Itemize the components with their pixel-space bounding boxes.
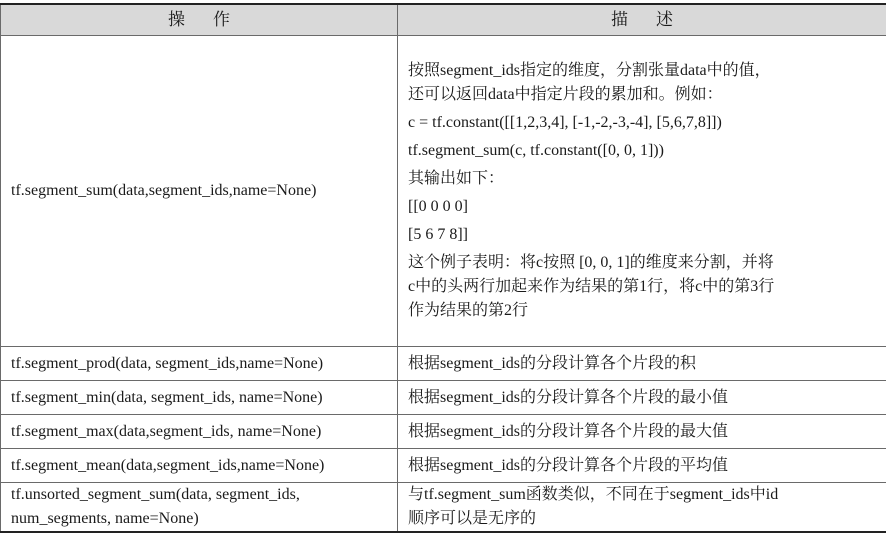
op-cell: tf.segment_min(data, segment_ids, name=None) [1, 381, 398, 415]
op-line: num_segments, name=None) [11, 507, 387, 531]
op-cell [1, 483, 398, 533]
header-operation: 操作 [1, 4, 398, 36]
desc-line: 按照segment_ids指定的维度，分割张量data中的值， [408, 59, 876, 83]
header-description: 描述 [398, 4, 886, 36]
op-line: tf.unsorted_segment_sum(data, segment_ids, [11, 483, 387, 507]
desc-cell: 根据segment_ids的分段计算各个片段的积 [398, 347, 886, 381]
desc-line: [[0 0 0 0] [408, 195, 876, 219]
table-row [1, 415, 886, 449]
desc-cell: 根据segment_ids的分段计算各个片段的平均值 [398, 449, 886, 483]
table-row [1, 347, 886, 381]
desc-line: 顺序可以是无序的 [408, 507, 876, 531]
desc-cell: 根据segment_ids的分段计算各个片段的最小值 [398, 381, 886, 415]
op-cell: tf.segment_mean(data,segment_ids,name=None) [1, 449, 398, 483]
table-row [1, 483, 886, 533]
desc-cell [398, 36, 886, 347]
desc-line: 作为结果的第2行 [408, 299, 876, 323]
desc-cell: 根据segment_ids的分段计算各个片段的最大值 [398, 415, 886, 449]
table-row [1, 381, 886, 415]
desc-line: c = tf.constant([[1,2,3,4], [-1,-2,-3,-4], [5,6,7,8]]) [408, 111, 876, 135]
desc-line: 其输出如下： [408, 167, 876, 191]
desc-line: [5 6 7 8]] [408, 223, 876, 247]
op-cell: tf.segment_prod(data, segment_ids,name=None) [1, 347, 398, 381]
desc-line: 还可以返回data中指定片段的累加和。例如： [408, 83, 876, 107]
table-row [1, 449, 886, 483]
table-header-row [1, 4, 886, 36]
op-cell: tf.segment_sum(data,segment_ids,name=None) [1, 36, 398, 347]
desc-line: 这个例子表明：将c按照 [0, 0, 1]的维度来分割，并将 [408, 251, 876, 275]
operations-table [0, 3, 886, 533]
op-cell: tf.segment_max(data,segment_ids, name=None) [1, 415, 398, 449]
desc-line: tf.segment_sum(c, tf.constant([0, 0, 1])) [408, 139, 876, 163]
table-row [1, 36, 886, 347]
desc-line: 与tf.segment_sum函数类似，不同在于segment_ids中id [408, 483, 876, 507]
desc-cell [398, 483, 886, 533]
desc-line: c中的头两行加起来作为结果的第1行，将c中的第3行 [408, 275, 876, 299]
